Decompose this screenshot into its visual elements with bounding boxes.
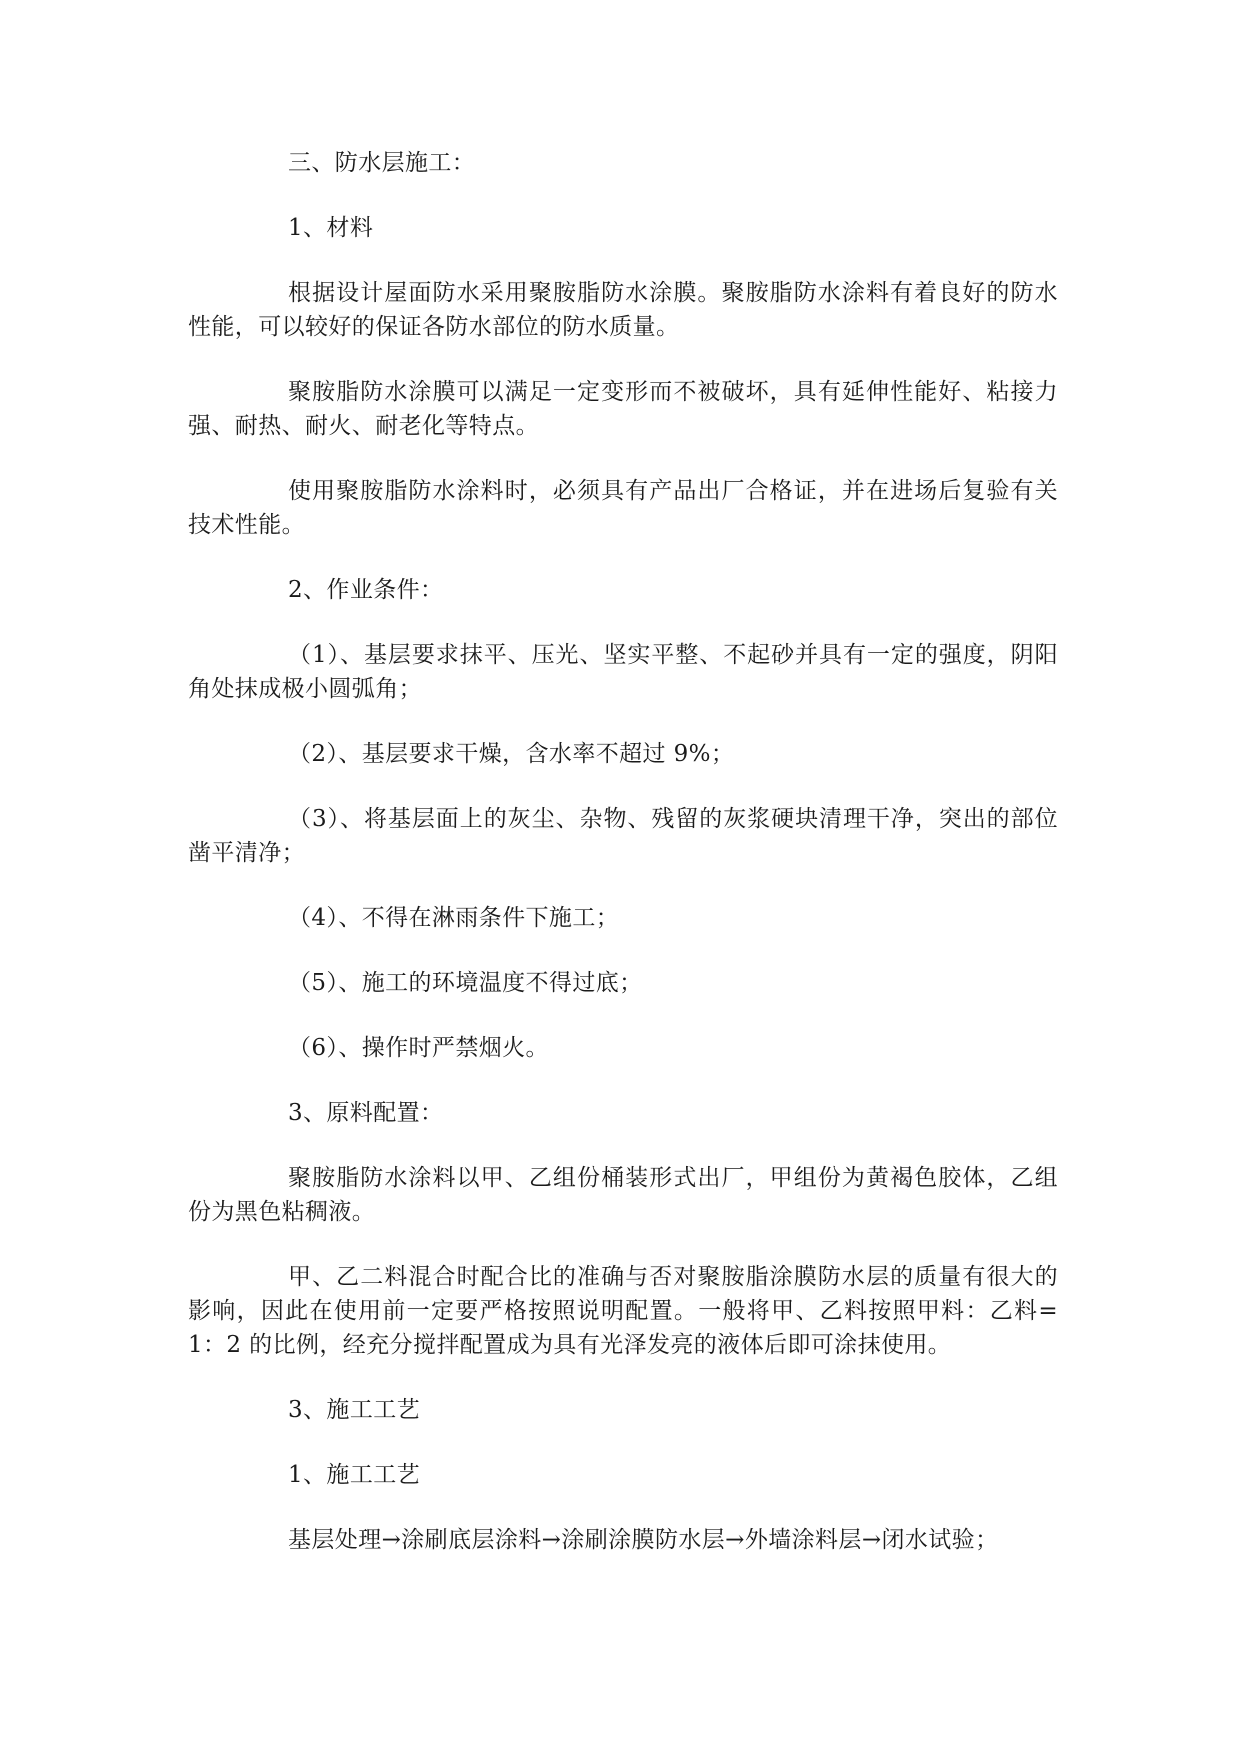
paragraph-membrane-properties: 聚胺脂防水涂膜可以满足一定变形而不被破坏，具有延伸性能好、粘接力强、耐热、耐火、耐老化等特点。 xyxy=(188,379,1058,439)
subheading-materials: 1、材料 xyxy=(288,215,374,241)
paragraph-certificate-requirement: 使用聚胺脂防水涂料时，必须具有产品出厂合格证，并在进场后复验有关技术性能。 xyxy=(188,478,1058,538)
list-item-condition-3: （3）、将基层面上的灰尘、杂物、残留的灰浆硬块清理干净，突出的部位凿平清净； xyxy=(188,806,1058,866)
subheading-work-conditions: 2、作业条件： xyxy=(288,577,444,603)
paragraph-design-materials: 根据设计屋面防水采用聚胺脂防水涂膜。聚胺脂防水涂料有着良好的防水性能，可以较好的保证各防水部位的防水质量。 xyxy=(188,280,1058,340)
list-item-condition-2: （2）、基层要求干燥，含水率不超过 9%； xyxy=(288,741,735,767)
document-body xyxy=(188,146,1058,1557)
paragraph-mixing-ratio: 甲、乙二料混合时配合比的准确与否对聚胺脂涂膜防水层的质量有很大的影响，因此在使用前一定要严格按照说明配置。一般将甲、乙料按照甲料：乙料=1：2 的比例，经充分搅拌配置成为具有光泽发亮的液体后即可涂抹使用。 xyxy=(188,1264,1058,1358)
subheading-process-steps: 1、施工工艺 xyxy=(288,1462,421,1488)
list-item-condition-4: （4）、不得在淋雨条件下施工； xyxy=(288,905,620,931)
subheading-construction-process: 3、施工工艺 xyxy=(288,1397,421,1423)
paragraph-process-flow: 基层处理→涂刷底层涂料→涂刷涂膜防水层→外墙涂料层→闭水试验； xyxy=(288,1527,999,1553)
list-item-condition-1: （1）、基层要求抹平、压光、坚实平整、不起砂并具有一定的强度，阴阳角处抹成极小圆弧角； xyxy=(188,642,1058,702)
paragraph-component-description: 聚胺脂防水涂料以甲、乙组份桶装形式出厂，甲组份为黄褐色胶体，乙组份为黑色粘稠液。 xyxy=(188,1165,1058,1225)
list-item-condition-6: （6）、操作时严禁烟火。 xyxy=(288,1035,549,1061)
subheading-raw-material-mixing: 3、原料配置： xyxy=(288,1100,444,1126)
section-heading-waterproof-construction: 三、防水层施工： xyxy=(288,150,476,176)
list-item-condition-5: （5）、施工的环境温度不得过底； xyxy=(288,970,643,996)
